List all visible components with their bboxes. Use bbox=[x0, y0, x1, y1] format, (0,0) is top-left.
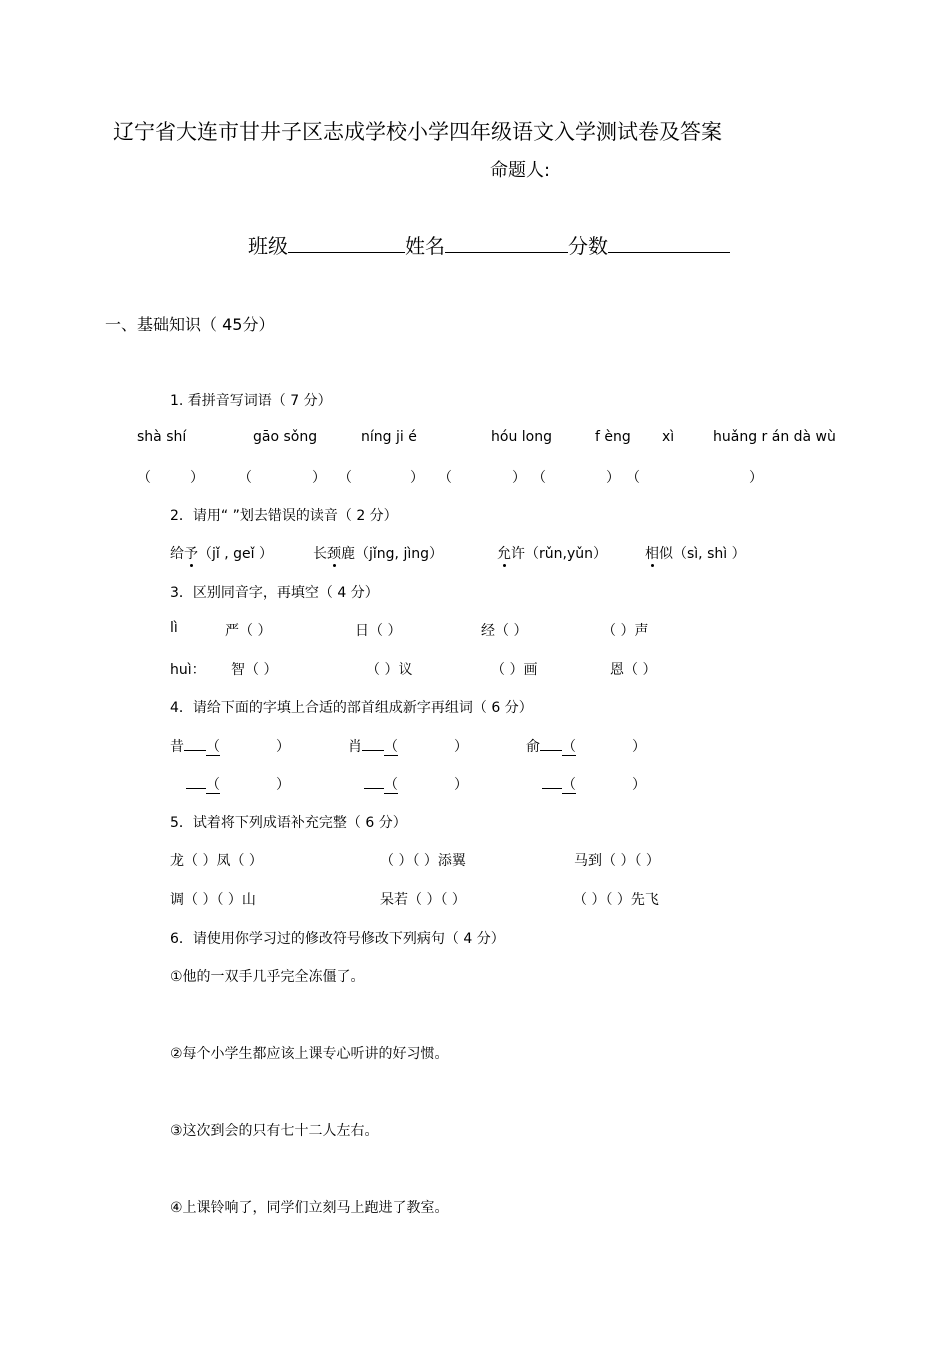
q4-item: （ ） bbox=[364, 774, 468, 794]
q3-blank: 经（ ） bbox=[481, 623, 528, 639]
faulty-sentence: ③这次到会的只有七十二人左右。 bbox=[170, 1123, 379, 1139]
q2-item-1: 给予（jǐ , geǐ ） bbox=[170, 546, 273, 562]
answer-bracket-close: ） bbox=[606, 470, 620, 486]
q2-item-3: 允许（rǔn,yǔn） bbox=[497, 546, 607, 562]
q4-item: 俞 （ ） bbox=[526, 736, 646, 756]
answer-bracket-open: （ bbox=[626, 470, 640, 486]
idiom-item: 呆若（ ）（ ） bbox=[380, 892, 466, 908]
question-6-title: 6．请使用你学习过的修改符号修改下列病句（ 4 分） bbox=[170, 931, 505, 947]
pinyin-4: hóu long bbox=[491, 429, 552, 445]
q4-item: 肖 （ ） bbox=[348, 736, 468, 756]
q3-blank: （ ）声 bbox=[602, 623, 649, 639]
q3-blank: （ ）议 bbox=[366, 662, 413, 678]
class-field[interactable] bbox=[288, 232, 405, 253]
answer-bracket-close: ） bbox=[312, 470, 326, 486]
answer-bracket-open: （ bbox=[438, 470, 452, 486]
q3-blank: 严（ ） bbox=[225, 623, 272, 639]
idiom-item: 龙（ ）凤（ ） bbox=[170, 853, 263, 869]
q3-blank: （ ）画 bbox=[491, 662, 538, 678]
answer-bracket-open: （ bbox=[238, 470, 252, 486]
pinyin-3: níng ji é bbox=[361, 429, 417, 445]
faulty-sentence: ④上课铃响了，同学们立刻马上跑进了教室。 bbox=[170, 1200, 449, 1216]
answer-bracket-close: ） bbox=[512, 470, 526, 486]
idiom-item: （ ）（ ）先飞 bbox=[573, 892, 659, 908]
question-3-title: 3．区别同音字，再填空（ 4 分） bbox=[170, 585, 379, 601]
pinyin-6: xì bbox=[662, 429, 675, 445]
author-label: 命题人: bbox=[490, 160, 551, 181]
answer-bracket-close: ） bbox=[749, 470, 763, 486]
q3-row2-label: huì： bbox=[170, 662, 206, 678]
q4-item: （ ） bbox=[542, 774, 646, 794]
answer-bracket-open: （ bbox=[137, 470, 151, 486]
q3-row1-label: lì bbox=[170, 620, 178, 636]
faulty-sentence: ①他的一双手几乎完全冻僵了。 bbox=[170, 969, 365, 985]
q3-blank: 智（ ） bbox=[231, 662, 278, 678]
pinyin-5: f èng bbox=[595, 429, 631, 445]
pinyin-7: huǎng r án dà wù bbox=[713, 429, 836, 445]
score-field[interactable] bbox=[608, 232, 730, 253]
q3-blank: 日（ ） bbox=[355, 623, 402, 639]
idiom-item: 马到（ ）（ ） bbox=[574, 853, 660, 869]
answer-bracket-open: （ bbox=[532, 470, 546, 486]
q2-item-4: 相似（sì, shì ） bbox=[645, 546, 746, 562]
pinyin-1: shà shí bbox=[137, 429, 187, 445]
class-label: 班级 bbox=[248, 234, 288, 258]
question-4-title: 4．请给下面的字填上合适的部首组成新字再组词（ 6 分） bbox=[170, 700, 533, 716]
student-info-row bbox=[248, 230, 730, 259]
idiom-item: 调（ ）（ ）山 bbox=[170, 892, 256, 908]
name-label: 姓名 bbox=[405, 234, 445, 258]
q3-blank: 恩（ ） bbox=[610, 662, 657, 678]
faulty-sentence: ②每个小学生都应该上课专心听讲的好习惯。 bbox=[170, 1046, 449, 1062]
question-1-title: 1. 看拼音写词语（ 7 分） bbox=[170, 393, 332, 409]
idiom-item: （ ）（ ）添翼 bbox=[380, 853, 466, 869]
question-2-title: 2．请用“ ”划去错误的读音（ 2 分） bbox=[170, 508, 398, 524]
q2-item-2: 长颈鹿（jǐng, jìng） bbox=[313, 546, 443, 562]
section-heading: 一、基础知识（ 45分） bbox=[105, 315, 275, 334]
answer-bracket-open: （ bbox=[338, 470, 352, 486]
answer-bracket-close: ） bbox=[190, 470, 204, 486]
document-title: 辽宁省大连市甘井子区志成学校小学四年级语文入学测试卷及答案 bbox=[113, 120, 722, 144]
q4-item: （ ） bbox=[186, 774, 290, 794]
q4-item: 昔 （ ） bbox=[170, 736, 290, 756]
question-5-title: 5．试着将下列成语补充完整（ 6 分） bbox=[170, 815, 407, 831]
name-field[interactable] bbox=[445, 232, 568, 253]
answer-bracket-close: ） bbox=[410, 470, 424, 486]
pinyin-2: gāo sǒng bbox=[253, 429, 318, 445]
score-label: 分数 bbox=[568, 234, 608, 258]
